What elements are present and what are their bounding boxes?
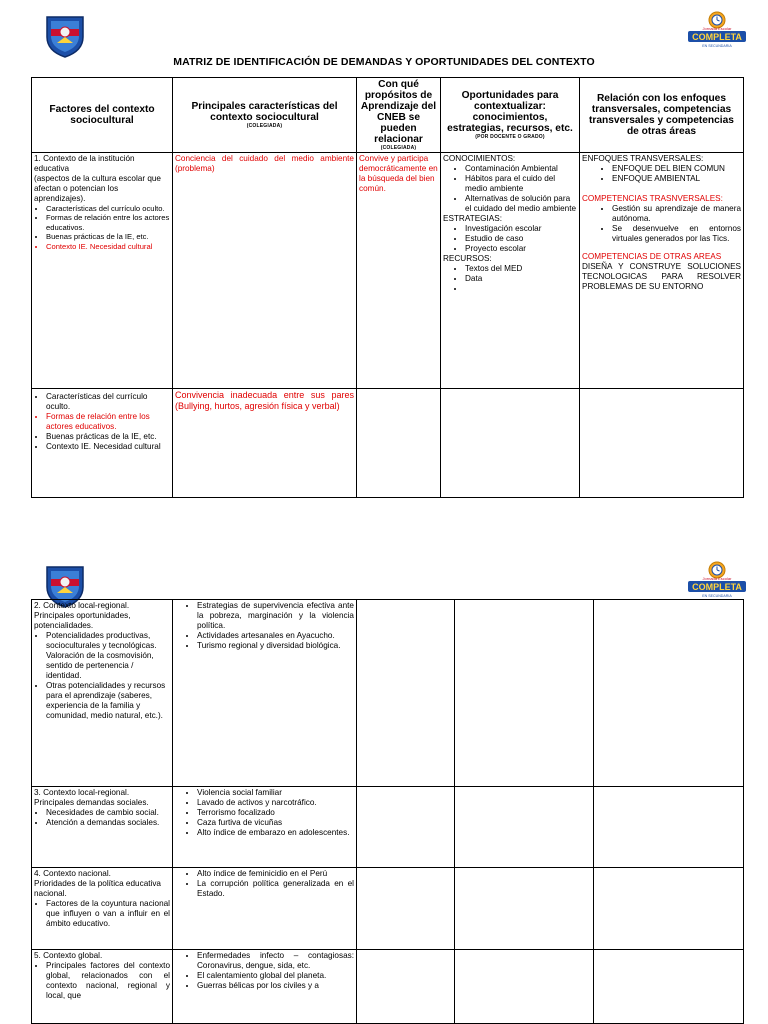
svg-text:COMPLETA: COMPLETA [692,32,742,42]
document-title: MATRIZ DE IDENTIFICACIÓN DE DEMANDAS Y OPORTUNIDADES DEL CONTEXTO [173,56,595,68]
list-item: • Necesidades de cambio social. [46,808,170,818]
list-item: • Buenas prácticas de la IE, etc. [46,232,170,241]
oportunidades-cell: CONOCIMIENTOS: • Contaminación Ambiental • Hábitos para el cuido del medio ambiente • Alternativas de solución para el cuidado del medio ambiente ESTRATEGIAS: • Investigación escolar • Estudio de caso • Proyecto escolar RECURSOS: • Textos del MED • Data • [441,153,580,389]
factor-cell [32,389,173,498]
school-crest-logo [43,13,87,59]
table-row [32,153,744,389]
list-item: • ENFOQUE DEL BIEN COMUN [612,164,741,174]
relacion-cell [580,389,744,498]
relacion-cell [594,600,744,787]
document-page-2 [0,555,768,1024]
proposito-cell [357,600,455,787]
factor-cell: 5. Contexto global. • Principales factores del contexto global, relacionados con el contexto nacional, regional y local, que [32,950,173,1024]
list-item: • Turismo regional y diversidad biológica. [197,641,354,651]
table-row [32,600,744,787]
oportunidades-cell [455,787,594,868]
list-item: • Estudio de caso [465,234,577,244]
list-item: • Alto índice de feminicidio en el Perú [197,869,354,879]
header-row [32,78,744,153]
list-item: • Factores de la coyuntura nacional que influyen o van a influir en el ámbito educativo. [46,899,170,929]
list-item: • Formas de relación entre los actores educativos. [46,213,170,232]
list-item: • Principales factores del contexto global, relacionados con el contexto nacional, regional y local, que [46,961,170,1001]
table-row [32,950,744,1024]
svg-text:Jornada Escolar: Jornada Escolar [702,576,732,581]
factor-cell: 2. Contexto local-regional. Principales oportunidades, potencialidades. • Potencialidades productivas, socioculturales y tecnológicas. Valoración de la cosmovisión, sentido de pertenencia / identidad. • Otras potencialidades y recursos para el aprendizaje (saberes, experiencia de la familia y comunidad, medio natural, etc.). [32,600,173,787]
list-item: • Caza furtiva de vicuñas [197,818,354,828]
relacion-cell: ENFOQUES TRANSVERSALES: • ENFOQUE DEL BIEN COMUN • ENFOQUE AMBIENTAL COMPETENCIAS TRASNVERSALES: • Gestión su aprendizaje de manera autónoma. • Se desenvuelve en entornos virtuales generados por las Tics. COMPETENCIAS DE OTRAS AREAS DISEÑA Y CONSTRUYE SOLUCIONES TECNOLOGICAS PARA RESOLVER PROBLEMAS DE SU ENTORNO [580,153,744,389]
list-item: • Guerras bélicas por los civiles y a [197,981,354,991]
table-row [32,389,744,498]
list-item: • Otras potencialidades y recursos para el aprendizaje (saberes, experiencia de la familia y comunidad, medio natural, etc.). [46,681,170,721]
relacion-cell [594,950,744,1024]
list-item: • Alternativas de solución para el cuidado del medio ambiente [465,194,577,214]
matrix-table-page-1 [31,77,744,498]
factor-cell: 1. Contexto de la institución educativa (aspectos de la cultura escolar que afectan o potencian los aprendizajes). • Características del currículo oculto. • Formas de relación entre los actores educativos. • Buenas prácticas de la IE, etc. • Contexto IE. Necesidad cultural [32,153,173,389]
list-item: • Se desenvuelve en entornos virtuales generados por las Tics. [612,224,741,244]
factor-cell: 3. Contexto local-regional. Principales demandas sociales. • Necesidades de cambio social. • Atención a demandas sociales. [32,787,173,868]
jec-logo [686,10,748,50]
list-item: • Buenas prácticas de la IE, etc. [46,432,170,442]
relacion-cell [594,868,744,950]
list-item: • Formas de relación entre los actores educativos. [46,412,170,432]
caracteristica-cell [173,950,357,1024]
list-item: • Hábitos para el cuido del medio ambiente [465,174,577,194]
caracteristica-cell [173,787,357,868]
header-oportunidades: Oportunidades para contextualizar: conocimientos, estrategias, recursos, etc. (POR DOCENTE O GRADO) [441,78,580,153]
oportunidades-cell [441,389,580,498]
list-item: • Estrategias de supervivencia efectiva ante la pobreza, marginación y la violencia política. [197,601,354,631]
header-caracteristicas: Principales características del contexto sociocultural (COLEGIADA) [173,78,357,153]
caracteristica-cell: Convivencia inadecuada entre sus pares (Bullying, hurtos, agresión física y verbal) [173,389,357,498]
list-item [465,284,577,294]
caracteristica-cell [173,868,357,950]
list-item: • Contexto IE. Necesidad cultural [46,242,170,251]
factor-cell: 4. Contexto nacional. Prioridades de la política educativa nacional. • Factores de la coyuntura nacional que influyen o van a influir en el ámbito educativo. [32,868,173,950]
list-item: • Gestión su aprendizaje de manera autónoma. [612,204,741,224]
table-row [32,787,744,868]
list-item: • Proyecto escolar [465,244,577,254]
svg-text:EN SECUNDARIA: EN SECUNDARIA [702,594,732,598]
list-item: • Características del currículo oculto. [46,204,170,213]
svg-text:Jornada Escolar: Jornada Escolar [702,26,732,31]
list-item: • Atención a demandas sociales. [46,818,170,828]
list-item: • Violencia social familiar [197,788,354,798]
list-item: • Potencialidades productivas, socioculturales y tecnológicas. [46,631,170,651]
oportunidades-cell [455,950,594,1024]
list-item: • ENFOQUE AMBIENTAL [612,174,741,184]
header-factores: Factores del contexto sociocultural [32,78,173,153]
proposito-cell [357,868,455,950]
list-item: • Actividades artesanales en Ayacucho. [197,631,354,641]
list-item: • Características del currículo oculto. [46,392,170,412]
list-item: • Data [465,274,577,284]
page-gap [0,515,768,555]
header-propositos: Con qué propósitos de Aprendizaje del CNEB se pueden relacionar (COLEGIADA) [357,78,441,153]
oportunidades-cell [455,868,594,950]
jec-logo [686,560,748,600]
list-item: • Contexto IE. Necesidad cultural [46,442,170,452]
header-relacion: Relación con los enfoques transversales, competencias transversales y competencias de otras áreas [580,78,744,153]
proposito-cell [357,389,441,498]
svg-text:COMPLETA: COMPLETA [692,582,742,592]
proposito-cell [357,950,455,1024]
relacion-cell [594,787,744,868]
list-item: • Terrorismo focalizado [197,808,354,818]
list-item: • Contaminación Ambiental [465,164,577,174]
caracteristica-cell: Conciencia del cuidado del medio ambiente (problema) [173,153,357,389]
oportunidades-cell [455,600,594,787]
list-item: • Investigación escolar [465,224,577,234]
list-item: • La corrupción política generalizada en el Estado. [197,879,354,899]
list-item: • Alto índice de embarazo en adolescentes. [197,828,354,838]
matrix-table-page-2 [31,599,744,1024]
list-item: • Textos del MED [465,264,577,274]
list-item: • El calentamiento global del planeta. [197,971,354,981]
svg-text:EN SECUNDARIA: EN SECUNDARIA [702,44,732,48]
list-item: • Lavado de activos y narcotráfico. [197,798,354,808]
table-row [32,868,744,950]
caracteristica-cell [173,600,357,787]
proposito-cell [357,787,455,868]
list-item: • Enfermedades infecto – contagiosas: Coronavirus, dengue, sida, etc. [197,951,354,971]
proposito-cell: Convive y participa democráticamente en la búsqueda del bien común. [357,153,441,389]
